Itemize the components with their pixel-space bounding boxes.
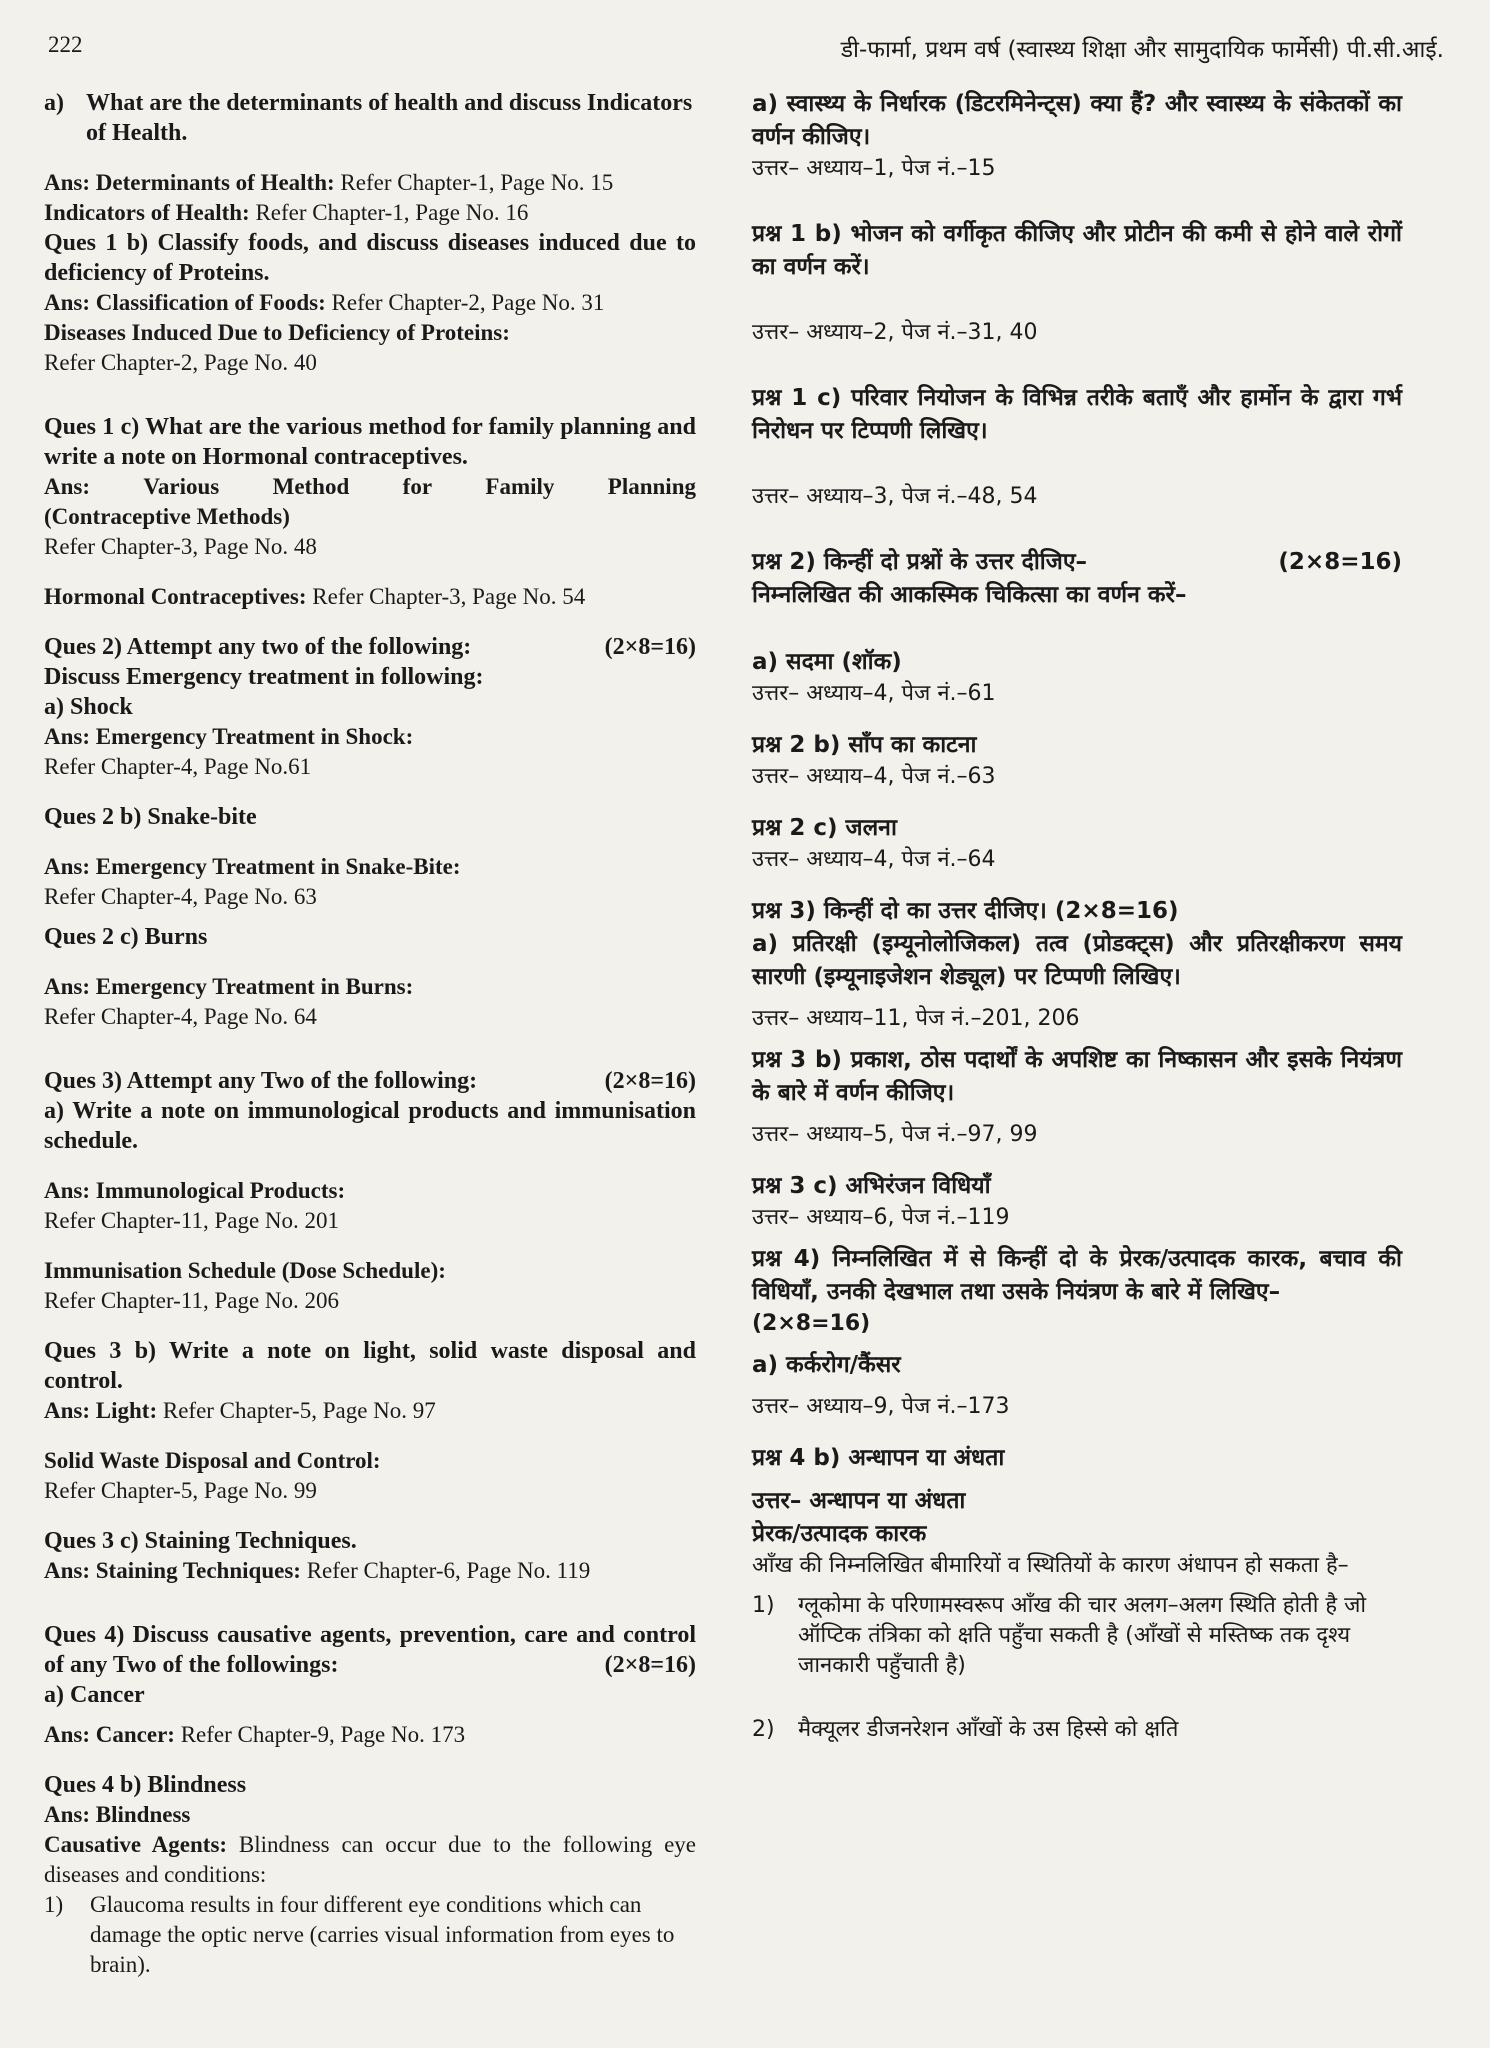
solid-waste: Solid Waste Disposal and Control: (44, 1448, 381, 1473)
page-header (46, 28, 1444, 68)
r3b: प्रश्न 3 b) प्रकाश, ठोस पदार्थों के अपशिष्ट का निष्कासन और इसके नियंत्रण के बारे में वर्णन कीजिए। (752, 1047, 1402, 1106)
answer-classification: Ans: Classification of Foods: Refer Chapter-2, Page No. 31 (44, 290, 605, 315)
answer-burns: Ans: Emergency Treatment in Burns: (44, 974, 414, 999)
r4b-causative: प्रेरक/उत्पादक कारक (752, 1521, 927, 1547)
r4a-answer: उत्तर– अध्याय–9, पेज नं.–173 (752, 1394, 1010, 1419)
diseases-heading: Diseases Induced Due to Deficiency of Proteins: (44, 320, 510, 345)
various-ref: Refer Chapter-3, Page No. 48 (44, 534, 317, 559)
list-item: 1) ग्लूकोमा के परिणामस्वरूप आँख की चार अलग–अलग स्थिति होती है जो ऑप्टिक तंत्रिका को क्षति पहुँचा सकती है (आँखों से मस्तिष्क तक दृश्य जानकारी पहुँचाती है) (752, 1593, 1367, 1678)
r4b-intro: आँख की निम्नलिखित बीमारियों व स्थितियों के कारण अंधापन हो सकता है– (752, 1553, 1349, 1578)
list-item: 1) Glaucoma results in four different eye conditions which can damage the optic nerve (carries visual information from eyes to brain). (44, 1892, 675, 1977)
diseases-ref: Refer Chapter-2, Page No. 40 (44, 350, 317, 375)
r2a: a) सदमा (शॉक) (752, 649, 902, 675)
q3: Ques 3) Attempt any Two of the following: (2×8=16) (44, 1068, 696, 1094)
list-item: 2) मैक्यूलर डीजनरेशन आँखों के उस हिस्से को क्षति (752, 1717, 1179, 1742)
q4b: Ques 4 b) Blindness (44, 1772, 247, 1798)
r4: प्रश्न 4) निम्नलिखित में से किन्हीं दो के प्रेरक/उत्पादक कारक, बचाव की विधियाँ, उनकी देखभाल तथा उसके नियंत्रण के बारे में लिखिए– (752, 1246, 1402, 1305)
r1a: a) स्वास्थ्य के निर्धारक (डिटरमिनेन्ट्स) क्या हैं? और स्वास्थ्य के संकेतकों का वर्णन कीजिए। (752, 91, 1402, 150)
answer-staining: Ans: Staining Techniques: Refer Chapter-6, Page No. 119 (44, 1558, 591, 1583)
answer-various-methods: Ans: Various Method for Family Planning (44, 474, 696, 499)
snake-ref: Refer Chapter-4, Page No. 63 (44, 884, 317, 909)
r2b: प्रश्न 2 b) साँप का काटना (752, 732, 977, 758)
q4a: a) Cancer (44, 1682, 145, 1708)
r2: प्रश्न 2) किन्हीं दो प्रश्नों के उत्तर दीजिए– (2×8=16) (752, 549, 1402, 575)
q3c: Ques 3 c) Staining Techniques. (44, 1528, 357, 1554)
immunisation-schedule: Immunisation Schedule (Dose Schedule): (44, 1258, 446, 1283)
r4b: प्रश्न 4 b) अन्धापन या अंधता (752, 1445, 1005, 1471)
shock-ref: Refer Chapter-4, Page No.61 (44, 754, 312, 779)
r2c: प्रश्न 2 c) जलना (752, 815, 897, 841)
q1b: Ques 1 b) Classify foods, and discuss diseases induced due to deficiency of Proteins. (44, 230, 696, 286)
q2b: Ques 2 b) Snake-bite (44, 804, 257, 830)
r3a: a) प्रतिरक्षी (इम्यूनोलोजिकल) तत्व (प्रोडक्ट्स) और प्रतिरक्षीकरण समय सारणी (इम्यूनाइजेशन शेड्यूल) पर टिप्पणी लिखिए। (752, 931, 1402, 990)
answer-immunological: Ans: Immunological Products: (44, 1178, 346, 1203)
q2a: a) Shock (44, 694, 133, 720)
immunological-ref: Refer Chapter-11, Page No. 201 (44, 1208, 340, 1233)
r3a-answer: उत्तर– अध्याय–11, पेज नं.–201, 206 (752, 1006, 1080, 1031)
r4b-answer: उत्तर– अन्धापन या अंधता (752, 1488, 966, 1514)
r3c-answer: उत्तर– अध्याय–6, पेज नं.–119 (752, 1205, 1010, 1230)
q1a: a) What are the determinants of health and discuss Indicators of Health. (44, 90, 693, 146)
r3: प्रश्न 3) किन्हीं दो का उत्तर दीजिए। (2×8=16) (752, 898, 1179, 924)
r3c: प्रश्न 3 c) अभिरंजन विधियाँ (752, 1173, 991, 1199)
solid-waste-ref: Refer Chapter-5, Page No. 99 (44, 1478, 317, 1503)
r1c-answer: उत्तर– अध्याय–3, पेज नं.–48, 54 (752, 484, 1038, 509)
q2c: Ques 2 c) Burns (44, 924, 208, 950)
r1b: प्रश्न 1 b) भोजन को वर्गीकृत कीजिए और प्रोटीन की कमी से होने वाले रोगों का वर्णन करें। (752, 221, 1402, 280)
answer-cancer: Ans: Cancer: Refer Chapter-9, Page No. 173 (44, 1722, 466, 1747)
answer-shock: Ans: Emergency Treatment in Shock: (44, 724, 414, 749)
r1c: प्रश्न 1 c) परिवार नियोजन के विभिन्न तरीके बताएँ और हार्मोन के द्वारा गर्भ निरोधन पर टिप्पणी लिखिए। (752, 385, 1402, 444)
causative-agents: Causative Agents: Blindness can occur due to the following eye diseases and conditions: (44, 1832, 697, 1887)
r3b-answer: उत्तर– अध्याय–5, पेज नं.–97, 99 (752, 1122, 1038, 1147)
r2-sub: निम्नलिखित की आकस्मिक चिकित्सा का वर्णन करें– (752, 582, 1187, 608)
r4a: a) कर्करोग/कैंसर (752, 1352, 901, 1378)
left-column (44, 88, 696, 1980)
r2c-answer: उत्तर– अध्याय–4, पेज नं.–64 (752, 847, 996, 872)
r1b-answer: उत्तर– अध्याय–2, पेज नं.–31, 40 (752, 320, 1038, 345)
immunisation-ref: Refer Chapter-11, Page No. 206 (44, 1288, 340, 1313)
r1a-answer: उत्तर– अध्याय–1, पेज नं.–15 (752, 156, 996, 181)
running-title: डी-फार्मा, प्रथम वर्ष (स्वास्थ्य शिक्षा और सामुदायिक फार्मेसी) पी.सी.आई. (840, 37, 1444, 63)
page-number: 222 (48, 32, 83, 57)
r2b-answer: उत्तर– अध्याय–4, पेज नं.–63 (752, 764, 996, 789)
q1c: Ques 1 c) What are the various method for family planning and write a note on Hormonal contraceptives. (44, 414, 696, 470)
answer-blindness: Ans: Blindness (44, 1802, 191, 1827)
q3b: Ques 3 b) Write a note on light, solid waste disposal and control. (44, 1338, 696, 1394)
answer-indicators: Indicators of Health: Refer Chapter-1, Page No. 16 (44, 200, 529, 225)
answer-determinants: Ans: Determinants of Health: Refer Chapter-1, Page No. 15 (44, 170, 614, 195)
r2a-answer: उत्तर– अध्याय–4, पेज नं.–61 (752, 681, 996, 706)
q2: Ques 2) Attempt any two of the following: (2×8=16) (44, 634, 696, 660)
q3a: a) Write a note on immunological products and immunisation schedule. (44, 1098, 696, 1154)
q2-sub: Discuss Emergency treatment in following: (44, 664, 484, 690)
burns-ref: Refer Chapter-4, Page No. 64 (44, 1004, 317, 1029)
answer-hormonal: Hormonal Contraceptives: Refer Chapter-3, Page No. 54 (44, 584, 586, 609)
right-column (752, 88, 1402, 1745)
answer-snake: Ans: Emergency Treatment in Snake-Bite: (44, 854, 461, 879)
r4-marks: (2×8=16) (752, 1311, 871, 1336)
q4: Ques 4) Discuss causative agents, prevention, care and control of any Two of the followings: (2×8=16) (44, 1622, 696, 1678)
answer-light: Ans: Light: Refer Chapter-5, Page No. 97 (44, 1398, 436, 1423)
contraceptive-methods: (Contraceptive Methods) (44, 504, 290, 529)
